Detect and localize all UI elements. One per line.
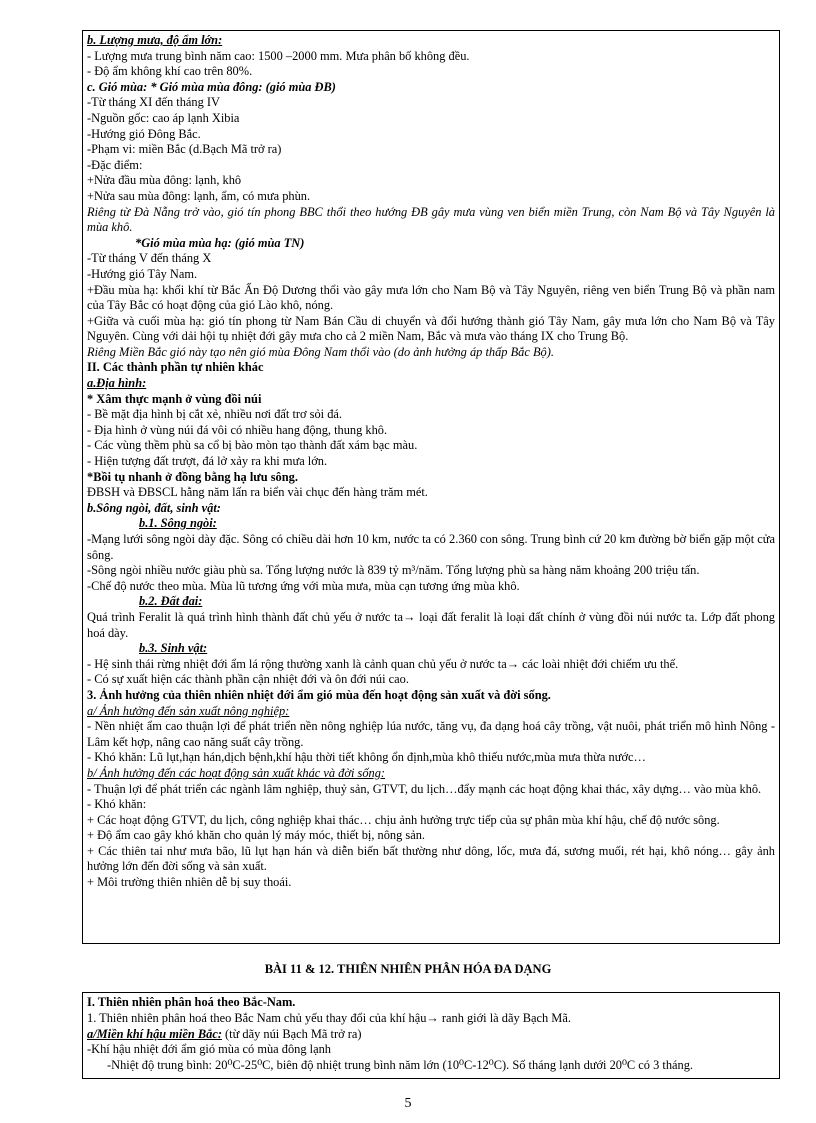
text-line xyxy=(87,49,775,65)
text-run: * Xâm thực mạnh ở vùng đồi núi xyxy=(87,391,262,406)
lesson-title: BÀI 11 & 12. THIÊN NHIÊN PHÂN HÓA ĐA DẠNG xyxy=(264,962,552,976)
text-line xyxy=(87,95,775,111)
text-line xyxy=(87,80,775,96)
text-run: -Chế độ nước theo mùa. Mùa lũ tương ứng với mùa mưa, mùa cạn tương ứng mùa khô. xyxy=(87,578,520,593)
text-line xyxy=(87,501,775,517)
text-line xyxy=(87,750,775,766)
text-line xyxy=(87,111,775,127)
text-run: -Từ tháng XI đến tháng IV xyxy=(87,95,220,110)
text-run: - Thuận lợi để phát triển các ngành lâm nghiệp, thuỷ sản, GTVT, du lịch…đẩy mạnh các hoạt động khai thác, xây dựng… vào mùa khô. xyxy=(87,781,762,796)
text-run: Riêng từ Đà Nẵng trở vào, gió tín phong BBC thổi theo hướng ĐB gây mưa vùng ven biển miền Trung, còn Nam Bộ và Tây Nguyên là mùa khô. xyxy=(87,204,775,235)
text-line xyxy=(87,236,775,252)
text-line xyxy=(87,1042,775,1058)
text-run: + Môi trường thiên nhiên dễ bị suy thoái. xyxy=(87,875,292,890)
text-line xyxy=(87,828,775,844)
text-line xyxy=(87,33,775,49)
text-run: b.1. Sông ngòi: xyxy=(139,516,217,531)
text-line xyxy=(87,594,775,610)
text-run: - Các vùng thềm phù sa cổ bị bào mòn tạo thành đất xám bạc màu. xyxy=(87,438,418,453)
text-run: *Bồi tụ nhanh ở đồng bằng hạ lưu sông. xyxy=(87,469,298,484)
content-box-lesson-11-12 xyxy=(82,992,780,1079)
text-run: +Nửa sau mùa đông: lạnh, ẩm, có mưa phùn. xyxy=(87,188,311,203)
text-line xyxy=(87,267,775,283)
text-line xyxy=(87,688,775,704)
text-run: *Gió mùa mùa hạ: (gió mùa TN) xyxy=(135,235,305,250)
text-run: b.2. Đất đai: xyxy=(139,594,203,609)
text-line xyxy=(87,127,775,143)
text-line xyxy=(87,532,775,563)
text-line xyxy=(87,189,775,205)
text-line xyxy=(87,251,775,267)
text-run: +Nửa đầu mùa đông: lạnh, khô xyxy=(87,173,242,188)
text-run: -Sông ngòi nhiều nước giàu phù sa. Tổng lượng nước là 839 tỷ m³/năm. Tổng lượng phù sa hàng năm khoảng 200 triệu tấn. xyxy=(87,563,700,578)
text-line xyxy=(87,345,775,361)
text-run: - Khó khăn: Lũ lụt,hạn hán,dịch bệnh,khí hậu thời tiết không ổn định,mùa khô thiếu nước,mùa mưa thừa nước… xyxy=(87,750,646,765)
text-run: - Hệ sinh thái rừng nhiệt đới ẩm lá rộng thường xanh là cảnh quan chủ yếu ở nước ta→ các loài nhiệt đới chiếm ưu thế. xyxy=(87,656,679,671)
content-box-climate xyxy=(82,30,780,944)
text-line xyxy=(87,1011,775,1027)
text-line xyxy=(87,1058,775,1074)
text-line xyxy=(87,719,775,750)
text-line xyxy=(87,470,775,486)
text-line xyxy=(87,782,775,798)
text-run: 1. Thiên nhiên phân hoá theo Bắc Nam chủ yếu thay đổi của khí hậu→ ranh giới là dãy Bạch Mã. xyxy=(87,1010,571,1025)
text-line xyxy=(87,407,775,423)
text-line xyxy=(87,516,775,532)
page-number: 5 xyxy=(404,1096,412,1111)
text-line xyxy=(87,423,775,439)
text-run: +Đầu mùa hạ: khối khí từ Bắc Ấn Độ Dương thổi vào gây mưa lớn cho Nam Bộ và Tây Nguyên, riêng ven biển Trung Bộ và phần nam của Tây Bắc có hoạt động của gió Lào khô, nóng. xyxy=(87,282,775,313)
text-line xyxy=(87,158,775,174)
text-run: I. Thiên nhiên phân hoá theo Bắc-Nam. xyxy=(87,995,296,1009)
text-run: Riêng Miền Bắc gió này tạo nên gió mùa Đông Nam thổi vào (do ảnh hưởng áp thấp Bắc Bộ). xyxy=(87,344,554,359)
text-run: - Địa hình ở vùng núi đá vôi có nhiều hang động, thung khô. xyxy=(87,422,388,437)
text-run: II. Các thành phần tự nhiên khác xyxy=(87,360,264,375)
text-run: +Giữa và cuối mùa hạ: gió tín phong từ Nam Bán Cầu di chuyển và đổi hướng thành gió Tây Nam, gây mưa lớn cho Nam Bộ và Tây Nguyên. Cùng với dải hội tụ nhiệt đới gây mưa cho cả 2 miền Nam, Bắc và mưa vào tháng IX cho Trung Bộ. xyxy=(87,313,775,344)
text-run: - Có sự xuất hiện các thành phần cận nhiệt đới và ôn đới núi cao. xyxy=(87,672,409,687)
text-line xyxy=(87,142,775,158)
text-run: + Các thiên tai như mưa bão, lũ lụt hạn hán và diễn biến bất thường như dông, lốc, mưa đá, sương muối, rét hại, khô nóng… gây ảnh hưởng lớn đến đời sống và sản xuất. xyxy=(87,843,775,874)
text-run: + Độ ẩm cao gây khó khăn cho quản lý máy móc, thiết bị, nông sản. xyxy=(87,828,426,843)
text-line xyxy=(87,579,775,595)
text-line xyxy=(87,672,775,688)
text-line xyxy=(87,173,775,189)
text-run: 3. Ảnh hưởng của thiên nhiên nhiệt đới ẩm gió mùa đến hoạt động sản xuất và đời sống. xyxy=(87,687,551,702)
text-run: - Bề mặt địa hình bị cắt xẻ, nhiều nơi đất trơ sỏi đá. xyxy=(87,407,343,422)
text-run: - Lượng mưa trung bình năm cao: 1500 –2000 mm. Mưa phân bố không đều. xyxy=(87,48,470,63)
text-run: -Nhiệt độ trung bình: 20⁰C-25⁰C, biên độ nhiệt trung bình năm lớn (10⁰C-12⁰C). Số tháng lạnh dưới 20⁰C có 3 tháng. xyxy=(107,1058,694,1073)
text-line xyxy=(87,392,775,408)
text-run: -Từ tháng V đến tháng X xyxy=(87,251,212,266)
text-line xyxy=(87,995,775,1011)
text-run: c. Gió mùa: * Gió mùa mùa đông: (gió mùa ĐB) xyxy=(87,79,336,94)
text-line xyxy=(87,797,775,813)
text-run: b.Sông ngòi, đất, sinh vật: xyxy=(87,500,221,515)
text-line xyxy=(87,657,775,673)
text-run: -Hướng gió Tây Nam. xyxy=(87,266,198,281)
text-run: Quá trình Feralit là quá trình hình thành đất chủ yếu ở nước ta→ loại đất feralit là loại đất chính ở vùng đồi núi nước ta. Lớp đất phong hoá dày. xyxy=(87,609,775,640)
text-line xyxy=(87,314,775,345)
text-run: -Nguồn gốc: cao áp lạnh Xibia xyxy=(87,110,240,125)
text-line xyxy=(87,844,775,875)
text-line xyxy=(87,875,775,891)
text-run: b. Lượng mưa, độ ẩm lớn: xyxy=(87,33,223,47)
text-line xyxy=(87,641,775,657)
text-run: -Khí hậu nhiệt đới ẩm gió mùa có mùa đông lạnh xyxy=(87,1042,331,1057)
text-run: -Đặc điểm: xyxy=(87,157,143,172)
text-line xyxy=(87,766,775,782)
text-line xyxy=(87,376,775,392)
text-run: - Độ ẩm không khí cao trên 80%. xyxy=(87,64,253,79)
text-run: -Mạng lưới sông ngòi dày đặc. Sông có chiều dài hơn 10 km, nước ta có 2.360 con sông. Trung bình cứ 20 km đường bờ biển gặp một cửa sông. xyxy=(87,532,775,562)
text-run: ĐBSH và ĐBSCL hằng năm lấn ra biển vài chục đến hàng trăm mét. xyxy=(87,485,428,500)
text-line xyxy=(87,485,775,501)
text-line xyxy=(87,704,775,720)
text-run: - Khó khăn: xyxy=(87,797,147,812)
text-run: -Hướng gió Đông Bắc. xyxy=(87,126,201,141)
text-line xyxy=(87,563,775,579)
text-run: (từ dãy núi Bạch Mã trở ra) xyxy=(221,1026,362,1041)
text-line xyxy=(87,283,775,314)
text-line xyxy=(87,205,775,236)
text-line xyxy=(87,360,775,376)
text-run: + Các hoạt động GTVT, du lịch, công nghiệp khai thác… chịu ảnh hưởng trực tiếp của sự phân mùa khí hậu, chế độ nước sông. xyxy=(87,812,720,827)
text-line xyxy=(87,813,775,829)
text-line xyxy=(87,454,775,470)
text-run: a.Địa hình: xyxy=(87,376,147,391)
text-line xyxy=(87,1027,775,1043)
text-run: - Hiện tượng đất trượt, đá lở xảy ra khi mưa lớn. xyxy=(87,454,328,469)
text-run: b.3. Sinh vật: xyxy=(139,641,208,656)
text-run: b/ Ảnh hưởng đến các hoạt động sản xuất khác và đời sống: xyxy=(87,765,386,780)
text-run: a/Miền khí hậu miền Bắc: xyxy=(87,1026,222,1041)
text-run: a/ Ảnh hưởng đến sản xuất nông nghiệp: xyxy=(87,703,290,718)
text-run: -Phạm vi: miền Bắc (d.Bạch Mã trở ra) xyxy=(87,142,282,157)
text-line xyxy=(87,438,775,454)
text-line xyxy=(87,610,775,641)
text-run: - Nền nhiệt ẩm cao thuận lợi để phát triển nền nông nghiệp lúa nước, tăng vụ, đa dạng hoá cây trồng, vật nuôi, phát triển mô hình Nông - Lâm kết hợp, nâng cao năng suất cây trồng. xyxy=(87,719,775,749)
text-line xyxy=(87,64,775,80)
